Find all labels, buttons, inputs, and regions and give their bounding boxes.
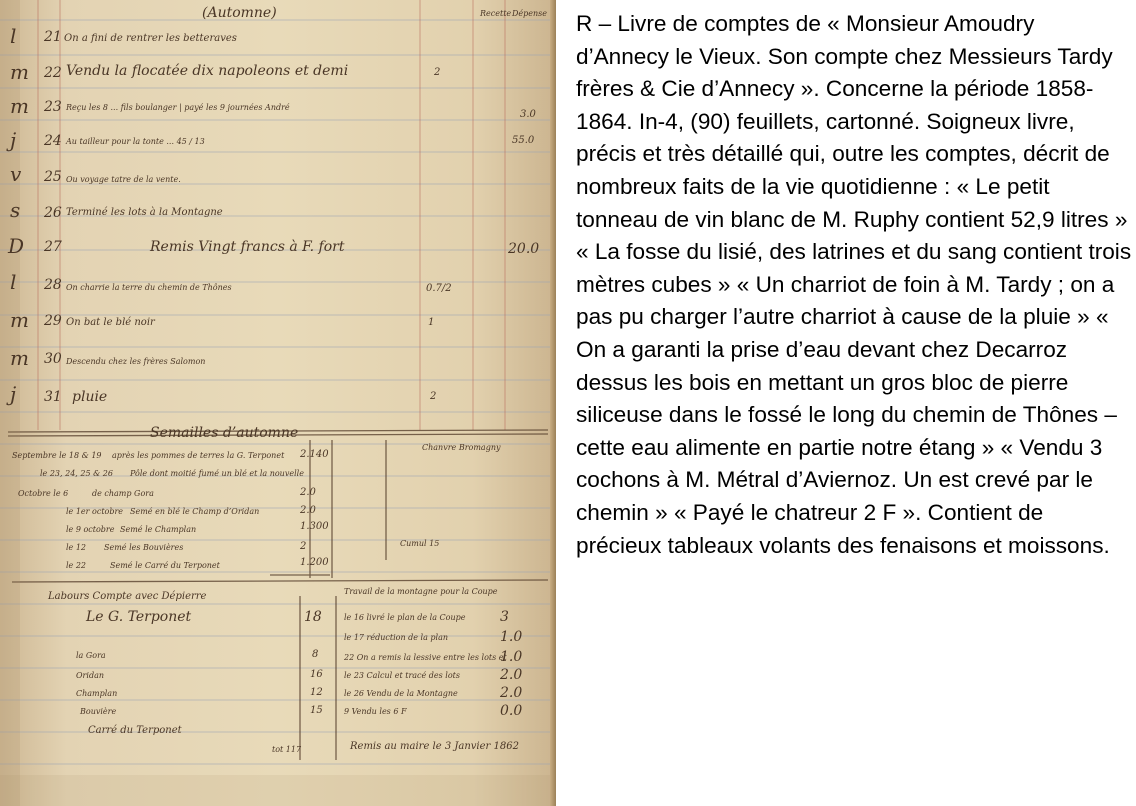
day-number: 22 bbox=[44, 65, 62, 81]
semailles-row-qty: 2.140 bbox=[300, 449, 329, 460]
page-edge bbox=[550, 0, 556, 806]
day-amount: 20.0 bbox=[508, 241, 540, 257]
labours-row-name: Champlan bbox=[76, 689, 118, 698]
day-letter: l bbox=[10, 24, 17, 48]
day-letter: j bbox=[10, 128, 17, 152]
labours-title: Labours Compte avec Dépierre bbox=[48, 591, 207, 602]
semailles-side-total: Cumul 15 bbox=[400, 539, 440, 548]
day-amount: 2 bbox=[430, 391, 437, 402]
day-number: 24 bbox=[44, 133, 62, 149]
semailles-row-text: Semé les Bouvières bbox=[104, 543, 184, 552]
semailles-title: Semailles d’automne bbox=[150, 425, 299, 441]
day-letter: s bbox=[10, 198, 21, 222]
labours-row-value: 12 bbox=[310, 687, 323, 698]
day-number: 23 bbox=[44, 99, 62, 115]
ledger-season-heading: (Automne) bbox=[202, 5, 277, 21]
travail-row-value: 0.0 bbox=[500, 703, 523, 719]
travail-row-text: 9 Vendu les 6 F bbox=[344, 707, 407, 716]
travail-row-text: le 17 réduction de la plan bbox=[344, 633, 449, 642]
day-amount: 1 bbox=[428, 317, 435, 328]
labours-row-value: 8 bbox=[312, 649, 319, 660]
semailles-row-date: Septembre le 18 & 19 bbox=[12, 451, 102, 460]
labours-row-value: 15 bbox=[310, 705, 323, 716]
semailles-row-text: de champ Gora bbox=[92, 489, 154, 498]
semailles-row-text: après les pommes de terres la G. Terponet bbox=[112, 451, 285, 460]
day-entry: Au tailleur pour la tonte ... 45 / 13 bbox=[66, 137, 205, 146]
semailles-row-text: Semé en blé le Champ d’Oridan bbox=[130, 507, 260, 516]
ledger-col-depense: Dépense bbox=[512, 9, 547, 18]
semailles-row-qty: 1.200 bbox=[300, 557, 329, 568]
labours-row-name: Bouvière bbox=[80, 707, 117, 716]
travail-row-text: 22 On a remis la lessive entre les lots et bbox=[344, 653, 507, 662]
day-number: 26 bbox=[44, 205, 62, 221]
semailles-row-date: le 12 bbox=[66, 543, 87, 552]
ledger-col-recette: Recette bbox=[480, 9, 512, 18]
travail-row-text: le 23 Calcul et tracé des lots bbox=[344, 671, 460, 680]
day-letter: j bbox=[10, 382, 17, 406]
day-number: 27 bbox=[44, 239, 62, 255]
travail-title: Travail de la montagne pour la Coupe bbox=[344, 587, 498, 596]
day-number: 25 bbox=[44, 169, 62, 185]
semailles-row-date: le 9 octobre bbox=[66, 525, 115, 534]
semailles-row-date: Octobre le 6 bbox=[18, 489, 69, 498]
day-amount: 0.7/2 bbox=[426, 283, 452, 294]
travail-row-text: le 26 Vendu de la Montagne bbox=[344, 689, 458, 698]
day-entry: Terminé les lots à la Montagne bbox=[66, 207, 223, 218]
day-letter: m bbox=[10, 308, 29, 332]
semailles-row-text: Semé le Carré du Terponet bbox=[110, 561, 220, 570]
day-letter: l bbox=[10, 270, 17, 294]
day-number: 30 bbox=[44, 351, 62, 367]
day-entry: pluie bbox=[72, 389, 108, 405]
day-amount: 55.0 bbox=[512, 135, 535, 146]
day-entry: On charrie la terre du chemin de Thônes bbox=[66, 283, 232, 292]
semailles-row-text: Semé le Champlan bbox=[120, 525, 197, 534]
travail-row-text: le 16 livré le plan de la Coupe bbox=[344, 613, 466, 622]
day-letter: m bbox=[10, 94, 29, 118]
semailles-row-qty: 2 bbox=[300, 541, 307, 552]
semailles-side-title: Chanvre Bromagny bbox=[422, 443, 501, 452]
labours-total: tot 117 bbox=[272, 745, 302, 754]
ledger-page-photo bbox=[0, 0, 556, 806]
day-letter: m bbox=[10, 60, 29, 84]
semailles-row-text: Pôle dont moitié fumé un blé et la nouvelle bbox=[130, 469, 304, 478]
semailles-row-qty: 1.300 bbox=[300, 521, 329, 532]
travail-row-value: 1.0 bbox=[500, 629, 523, 645]
travail-row-value: 2.0 bbox=[500, 667, 523, 683]
labours-row-name: Le G. Terponet bbox=[86, 609, 192, 625]
day-number: 29 bbox=[44, 313, 62, 329]
day-letter: m bbox=[10, 346, 29, 370]
semailles-row-date: le 1er octobre bbox=[66, 507, 124, 516]
semailles-row-date: le 23, 24, 25 & 26 bbox=[40, 469, 113, 478]
day-entry: On bat le blé noir bbox=[66, 317, 155, 328]
semailles-row-qty: 2.0 bbox=[300, 487, 316, 498]
day-number: 21 bbox=[44, 29, 62, 45]
day-entry: Descendu chez les frères Salomon bbox=[66, 357, 206, 366]
day-number: 28 bbox=[44, 277, 62, 293]
labours-row-name: la Gora bbox=[76, 651, 106, 660]
day-entry: Vendu la flocatée dix napoleons et demi bbox=[66, 63, 349, 79]
day-amount: 2 bbox=[434, 67, 441, 78]
travail-row-value: 1.0 bbox=[500, 649, 523, 665]
labours-row-name: Carré du Terponet bbox=[88, 725, 182, 736]
day-entry: On a fini de rentrer les betteraves bbox=[64, 33, 237, 44]
day-entry: Ou voyage tatre de la vente. bbox=[66, 175, 181, 184]
day-letter: D bbox=[8, 234, 25, 258]
day-entry: Reçu les 8 ... fils boulanger | payé les 9 journées André bbox=[66, 103, 290, 112]
labours-row-value: 18 bbox=[304, 609, 322, 625]
day-entry: Remis Vingt francs à F. fort bbox=[150, 239, 345, 255]
day-letter: v bbox=[10, 162, 22, 186]
semailles-row-date: le 22 bbox=[66, 561, 87, 570]
labours-row-name: Oridan bbox=[76, 671, 104, 680]
semailles-row-qty: 2.0 bbox=[300, 505, 316, 516]
day-number: 31 bbox=[44, 389, 62, 405]
labours-row-value: 16 bbox=[310, 669, 323, 680]
day-amount: 3.0 bbox=[520, 109, 536, 120]
travail-row-value: 2.0 bbox=[500, 685, 523, 701]
travail-footer: Remis au maire le 3 Janvier 1862 bbox=[350, 741, 519, 752]
catalog-description bbox=[576, 8, 1132, 562]
description-text: R – Livre de comptes de « Monsieur Amoudry d’Annecy le Vieux. Son compte chez Messieurs Tardy frères & Cie d’Annecy ». Concerne la période 1858-1864. In-4, (90) feuillets, cartonné. Soigneux livre, précis et très détaillé qui, outre les comptes, décrit de nombreux faits de la vie quotidienne : « Le petit tonneau de vin blanc de M. Ruphy contient 52,9 litres » « La fosse du lisié, des latrines et du sang contient trois mètres cubes » « Un charriot de foin à M. Tardy ; on a pas pu charger l’autre charriot à cause de la pluie » « On a garanti la prise d’eau devant chez Decarroz dessus les bois en mettant un gros bloc de pierre siliceuse dans le fossé le long du chemin de Thônes – cette eau alimente en partie notre étang » « Vendu 3 cochons à M. Métral d’Aviernoz. Un est crevé par le chemin » « Payé le chatreur 2 F ». Contient de précieux tableaux volants des fenaisons et moissons. bbox=[576, 11, 1132, 558]
travail-row-value: 3 bbox=[500, 609, 509, 625]
